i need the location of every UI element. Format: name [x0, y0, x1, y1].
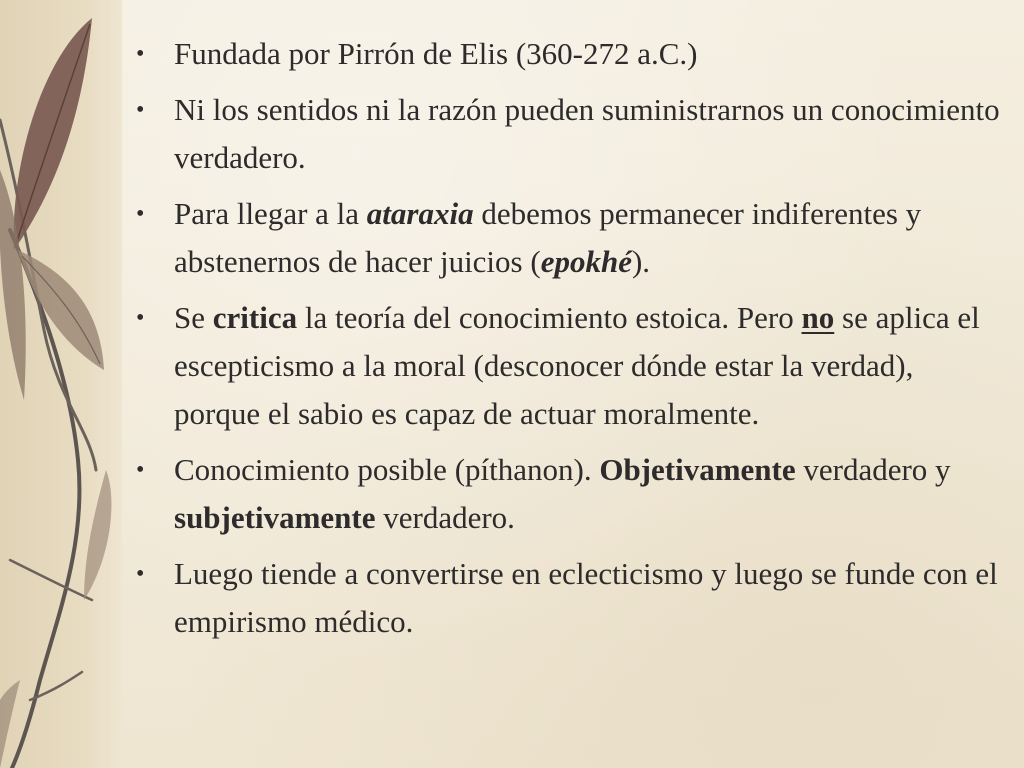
bullet-dot-icon: •: [136, 201, 145, 227]
bullet-item: [130, 30, 1000, 78]
bullet-text-segment: subjetivamente: [174, 500, 376, 535]
bullet-item: [130, 294, 1000, 438]
bullet-dot-icon: •: [136, 561, 145, 587]
bullet-text: [174, 92, 1000, 175]
bullet-text-segment: Conocimiento posible (píthanon).: [174, 452, 600, 487]
bullet-item: [130, 190, 1000, 286]
bullet-text-segment: Para llegar a la: [174, 196, 367, 231]
bullet-text: [174, 196, 921, 279]
bullet-dot-icon: •: [136, 97, 145, 123]
bullet-list: [130, 30, 1000, 654]
bullet-dot-icon: •: [136, 305, 145, 331]
bullet-text-segment: Ni los sentidos ni la razón pueden suministrarnos un conocimiento verdadero.: [174, 92, 1000, 175]
bullet-text-segment: verdadero.: [375, 500, 515, 535]
bullet-dot-icon: •: [136, 41, 145, 67]
bullet-item: [130, 446, 1000, 542]
bullet-text: [174, 300, 980, 431]
bullet-text-segment: ataraxia: [366, 196, 474, 231]
bullet-item: [130, 86, 1000, 182]
bullet-text-segment: epokhé: [540, 244, 632, 279]
bullet-text-segment: verdadero y: [795, 452, 951, 487]
bullet-text-segment: no: [801, 300, 835, 335]
bullet-item: [130, 550, 1000, 646]
bullet-dot-icon: •: [136, 457, 145, 483]
bullet-text-segment: se aplica el escepticismo a la moral (desconocer dónde estar la verdad), porque el sabio es capaz de actuar moralmente.: [174, 300, 980, 431]
bullet-text: [174, 452, 951, 535]
bullet-text-segment: ).: [631, 244, 651, 279]
bullet-text-segment: debemos permanecer indiferentes y abstenernos de hacer juicios (: [174, 196, 922, 279]
bullet-text-segment: Objetivamente: [599, 452, 796, 487]
bullet-text: [174, 36, 697, 71]
leaf-middle: [18, 250, 104, 370]
branch-twig: [10, 560, 92, 600]
bullet-text-segment: Se: [174, 300, 213, 335]
leaf-lower: [84, 470, 111, 600]
bullet-text-segment: Fundada por Pirrón de Elis (360-272 a.C.): [174, 36, 698, 71]
bullet-text-segment: critica: [212, 300, 298, 335]
bullet-text-segment: Luego tiende a convertirse en eclecticismo y luego se funde con el empirismo médico.: [174, 556, 998, 639]
bullet-text-segment: la teoría del conocimiento estoica. Pero: [297, 300, 802, 335]
bullet-text: [174, 556, 998, 639]
